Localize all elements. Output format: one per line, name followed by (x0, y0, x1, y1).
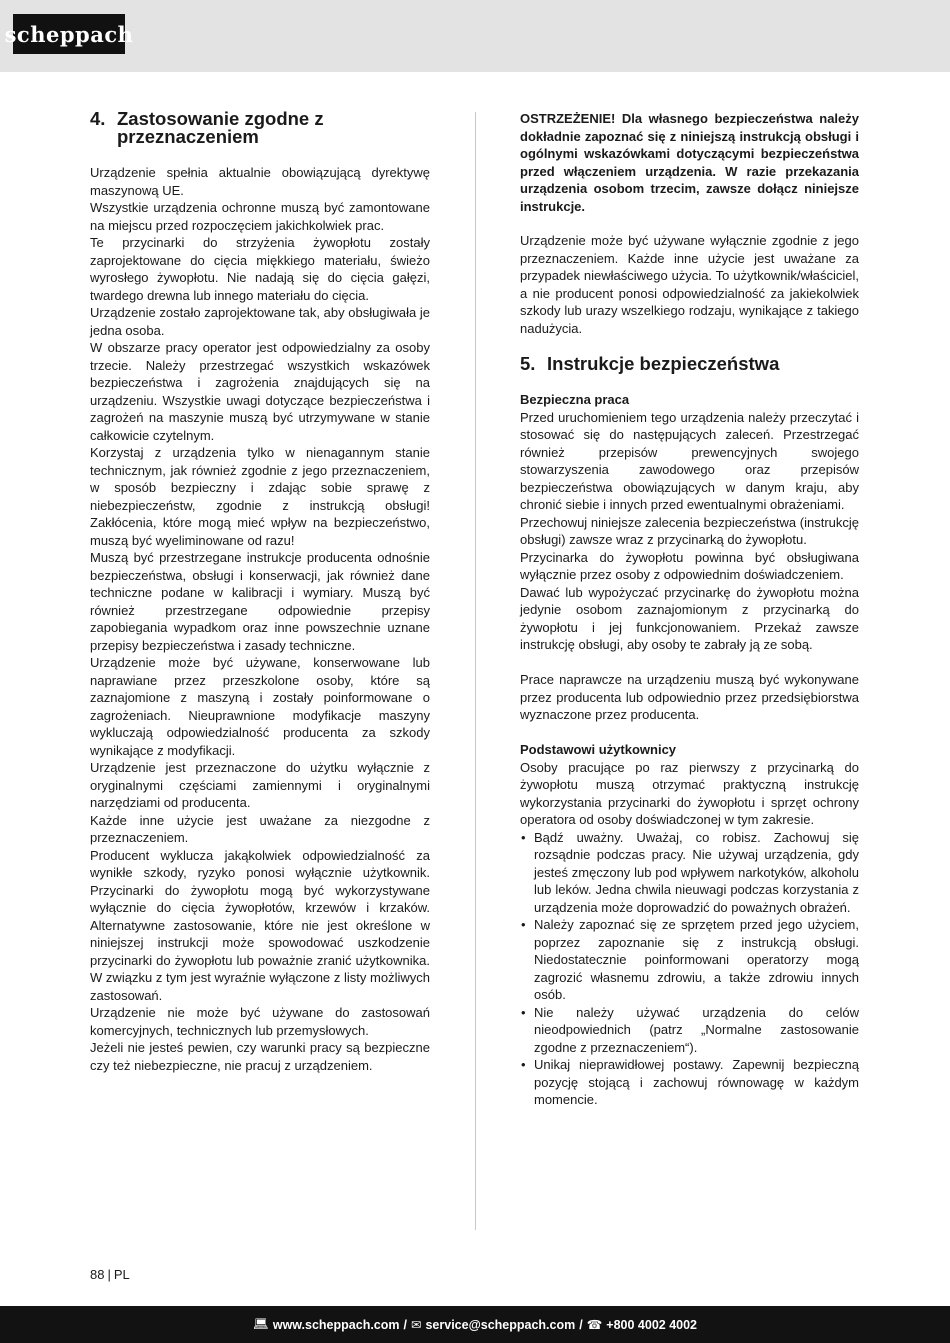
left-column (90, 110, 430, 1074)
safe-work-subheading: Bezpieczna praca (520, 392, 630, 407)
paragraph: Urządzenie jest przeznaczone do użytku wyłącznie z oryginalnymi częściami zamiennymi i oryginalnymi narzędziami od producenta. (90, 760, 430, 810)
intended-use-paragraph: Urządzenie może być używane wyłącznie zgodnie z jego przeznaczeniem. Każde inne użycie jest uważane za przypadek niewłaściwego użycia. To użytkownik/właściciel, a nie producent ponosi odpowiedzialność za jakiekolwiek szkody lub urazy wszelkiego rodzaju, wynikające z takiego nadużycia. (520, 233, 859, 336)
list-item: • Bądź uważny. Uważaj, co robisz. Zachowuj się rozsądnie podczas pracy. Nie używaj urządzenia, gdy jesteś zmęczony lub pod wpływem narkotyków, alkoholu lub leków. Jedna chwila nieuwagi podczas korzystania z urządzenia może doprowadzić do poważnych obrażeń. (520, 829, 859, 917)
section-5-heading (520, 355, 859, 373)
paragraph: Dawać lub wypożyczać przycinarkę do żywopłotu można jedynie osobom zaznajomionym z przycinarką do żywopłotu i jej funkcjonowaniem. Przekaż zawsze instrukcję obsługi, aby osoby te zabrały ją ze sobą. (520, 584, 859, 652)
section-5-title: Instrukcje bezpieczeństwa (547, 353, 780, 374)
paragraph: W obszarze pracy operator jest odpowiedzialny za osoby trzecie. Należy przestrzegać wszystkich wskazówek bezpieczeństwa i zagrożenia znajdujących się na urządzeniu. Wszystkie uwagi dotyczące bezpieczeństwa i zagrożeń na maszynie muszą być utrzymywane w stanie całkowicie czytelnym. (90, 340, 430, 443)
footer-bar (0, 1306, 950, 1343)
list-item: • Unikaj nieprawidłowej postawy. Zapewnij bezpieczną pozycję stojącą i zachowuj równowagę w każdym momencie. (520, 1056, 859, 1109)
paragraph: Muszą być przestrzegane instrukcje producenta odnośnie bezpieczeństwa, obsługi i konserwacji, jak również dane techniczne podane w kalibracji i wymiary. Muszą być również przestrzegane odpowiednie przepisy zapobiegania wypadkom oraz inne powszechnie uznane przepisy bezpieczeństwa i zasady techniczne. (90, 550, 430, 653)
phone-icon: ☎︎ (586, 1318, 603, 1332)
paragraph: Urządzenie zostało zaprojektowane tak, aby obsługiwała je jedna osoba. (90, 305, 430, 338)
right-column (520, 110, 859, 1109)
section-4-number: 4. (90, 108, 106, 129)
list-item: • Nie należy używać urządzenia do celów nieodpowiednich (patrz „Normalne zastosowanie zgodne z przeznaczeniem“). (520, 1004, 859, 1057)
page-number (90, 1266, 130, 1283)
paragraph: Przed uruchomieniem tego urządzenia należy przeczytać i stosować się do następujących zaleceń. Przestrzegać również przepisów prewencyjnych swojego stowarzyszenia zawodowego oraz przepisów bezpieczeństwa obowiązujących w danym kraju, aby chronić siebie i innych przed ewentualnymi obrażeniami. (520, 409, 859, 512)
computer-icon: 💻︎ (252, 1317, 269, 1331)
footer-separator: / (579, 1317, 583, 1332)
paragraph: Te przycinarki do strzyżenia żywopłotu zostały zaprojektowane do cięcia miękkiego materiału, świeżo wyrosłego żywopłotu. Nie nadają się do cięcia gałęzi, twardego drewna lub innego materiału do cięcia. (90, 235, 430, 303)
paragraph: Przechowuj niniejsze zalecenia bezpieczeństwa (instrukcję obsługi) zawsze wraz z przycinarką do żywopłotu. (520, 514, 859, 547)
paragraph: Urządzenie nie może być używane do zastosowań komercyjnych, technicznych lub przemysłowych. (90, 1005, 430, 1038)
repair-paragraph: Prace naprawcze na urządzeniu muszą być wykonywane przez producenta lub odpowiednio przez przedsiębiorstwa wyznaczone przez producenta. (520, 672, 859, 722)
section-4-heading (90, 110, 430, 146)
basic-users-subheading: Podstawowi użytkownicy (520, 742, 677, 757)
email-link[interactable]: service@scheppach.com (425, 1317, 576, 1332)
scheppach-logo: scheppach (13, 14, 125, 54)
spacer (520, 724, 859, 742)
page-number-separator: | (107, 1267, 111, 1282)
phone-link[interactable]: +800 4002 4002 (606, 1317, 698, 1332)
safety-bullet-list (520, 829, 859, 1109)
mail-icon: ✉︎ (410, 1318, 422, 1332)
header-bar (0, 0, 950, 72)
paragraph: Wszystkie urządzenia ochronne muszą być zamontowane na miejscu przed rozpoczęciem jakichkolwiek prac. (90, 200, 430, 233)
footer-separator: / (403, 1317, 407, 1332)
list-item: • Należy zapoznać się ze sprzętem przed jego użyciem, poprzez zapoznanie się z instrukcją obsługi. Niedostatecznie poinformowani operatorzy mogą zagrozić własnemu zdrowiu, a także zdrowiu innych osób. (520, 916, 859, 1004)
page-number-value: 88 (90, 1267, 105, 1282)
paragraph: Korzystaj z urządzenia tylko w nienagannym stanie technicznym, jak również zgodnie z jego przeznaczeniem, w sposób bezpieczny i zdając sobie sprawę z niebezpieczeństw, zgodnie z instrukcją obsługi! Zakłócenia, które mogą mieć wpływ na bezpieczeństwo, muszą być wyeliminowane od razu! (90, 445, 430, 548)
paragraph: Osoby pracujące po raz pierwszy z przycinarką do żywopłotu muszą otrzymać praktyczną instrukcję wykorzystania przycinarki do żywopłotu i sprzęt ochrony operatora od osoby doświadczonej w tym zakresie. (520, 759, 859, 827)
paragraph: Urządzenie spełnia aktualnie obowiązującą dyrektywę maszynową UE. (90, 165, 430, 198)
language-code: PL (113, 1267, 130, 1282)
paragraph: Każde inne użycie jest uważane za niezgodne z przeznaczeniem. (90, 812, 430, 845)
paragraph: Producent wyklucza jakąkolwiek odpowiedzialność za wynikłe szkody, ryzyko ponosi wyłącznie użytkownik. Przycinarki do żywopłotu mogą być wykorzystywane wyłącznie do cięcia żywopłotów, krzewów i krzaków. Alternatywne zastosowanie, które nie jest określone w niniejszej instrukcji może spowodować uszkodzenie przycinarki do żywopłotu lub poważnie zranić użytkownika. W związku z tym jest wyraźnie wyłączone z listy możliwych zastosowań. (90, 847, 430, 1003)
website-link[interactable]: www.scheppach.com (272, 1317, 400, 1332)
warning-notice: OSTRZEŻENIE! Dla własnego bezpieczeństwa należy dokładnie zapoznać się z niniejszą instrukcją obsługi i ogólnymi wskazówkami dotyczącymi bezpieczeństwa przed włączeniem urządzenia. W razie przekazania urządzenia osobom trzecim, zawsze dołącz niniejsze instrukcje. (520, 111, 859, 214)
paragraph: Urządzenie może być używane, konserwowane lub naprawiane przez przeszkolone osoby, które są zaznajomione z maszyną i zostały poinformowane o zagrożeniach. Nieuprawnione modyfikacje maszyny wykluczają odpowiedzialność producenta za szkody wynikające z modyfikacji. (90, 655, 430, 758)
column-divider (475, 112, 476, 1230)
spacer (520, 654, 859, 672)
paragraph: Przycinarka do żywopłotu powinna być obsługiwana wyłącznie przez osoby z odpowiednim doświadczeniem. (520, 549, 859, 582)
section-4-title: Zastosowanie zgodne z przeznaczeniem (117, 108, 324, 147)
section-5-number: 5. (520, 353, 536, 374)
paragraph: Jeżeli nie jesteś pewien, czy warunki pracy są bezpieczne czy też niebezpieczne, nie pracuj z urządzeniem. (90, 1040, 430, 1073)
